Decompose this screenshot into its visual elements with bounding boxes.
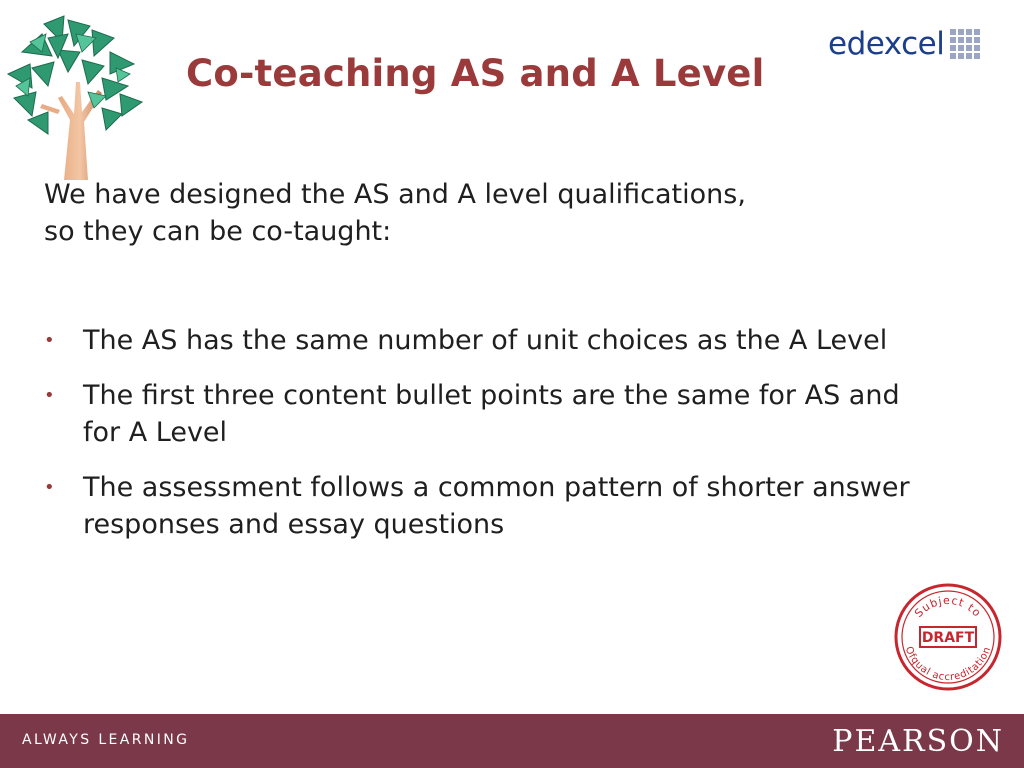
paper-tree-logo xyxy=(2,12,150,180)
stamp-center-text: DRAFT xyxy=(921,630,975,646)
stamp-top-text: Subject to xyxy=(912,593,984,620)
bullet-icon: • xyxy=(44,477,55,498)
footer-bar xyxy=(0,714,1024,768)
bullet-icon: • xyxy=(44,330,55,351)
slide-title: Co-teaching AS and A Level xyxy=(186,52,765,95)
bullet-list xyxy=(44,322,944,561)
bullet-text: The first three content bullet points are the same for AS and for A Level xyxy=(83,380,900,448)
edexcel-dots-icon xyxy=(950,29,980,59)
bullet-item xyxy=(44,322,944,359)
edexcel-logo-text: edexcel xyxy=(828,26,945,62)
intro-line: so they can be co-taught: xyxy=(44,216,392,247)
bullet-text: The assessment follows a common pattern of shorter answer responses and essay questions xyxy=(83,472,910,540)
bullet-item xyxy=(44,469,944,543)
edexcel-logo xyxy=(828,24,980,64)
draft-stamp xyxy=(890,578,1006,696)
footer-tagline: ALWAYS LEARNING xyxy=(22,732,190,748)
intro-line: We have designed the AS and A level qualifications, xyxy=(44,179,746,210)
bullet-text: The AS has the same number of unit choices as the A Level xyxy=(83,325,888,356)
stamp-bottom-text: Ofqual accreditation xyxy=(902,645,994,684)
bullet-icon: • xyxy=(44,385,55,406)
bullet-item xyxy=(44,377,944,451)
intro-text xyxy=(44,176,944,250)
pearson-logo: PEARSON xyxy=(832,724,1004,759)
